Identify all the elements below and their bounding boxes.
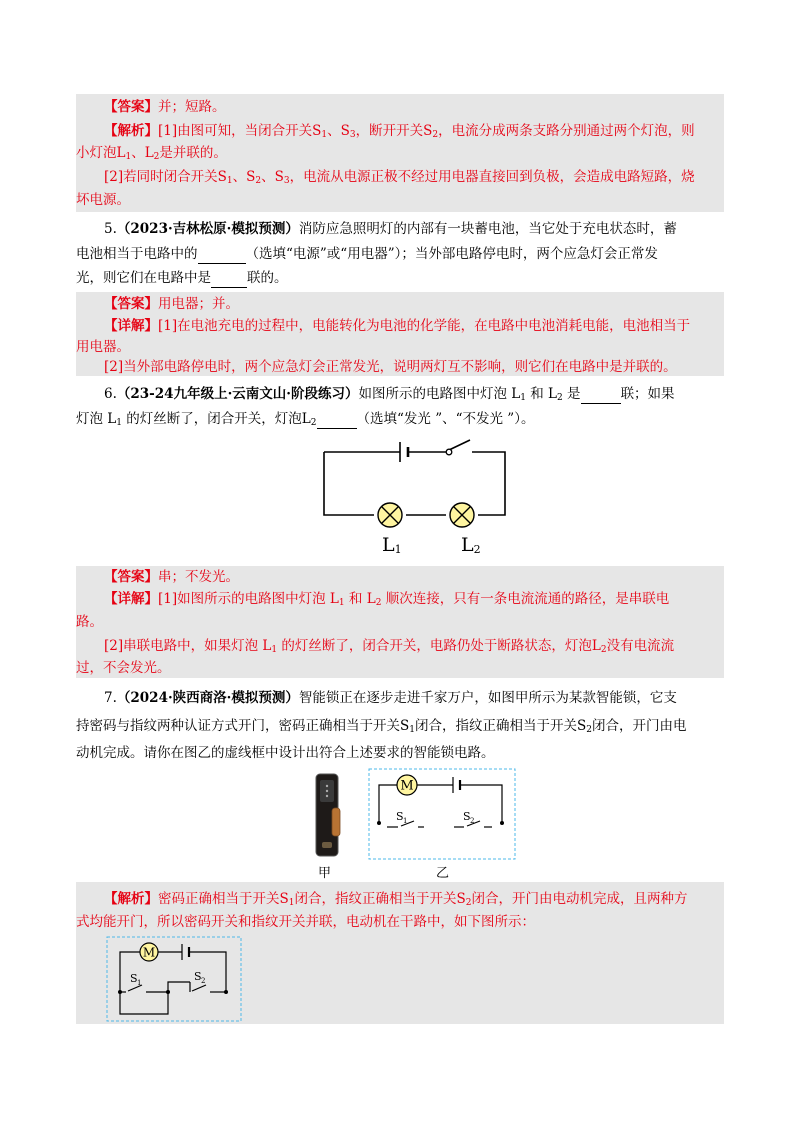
answer-tag: 【答案】 — [104, 99, 158, 115]
q6-line-1: 6.（23-24九年级上·云南文山·阶段练习）如图所示的电路图中灯泡 $L_1$ 和 $L_2$ 是 联；如果 — [104, 386, 675, 403]
question-source: （2024·陕西商洛·模拟预测） — [116, 690, 299, 706]
answer-text: 并；短路。 — [158, 99, 226, 115]
q7-line-2: 持密码与指纹两种认证方式开门，密码正确相当于开关$S_1$闭合，指纹正确相当于开关$S_2$闭合，开门由电 — [76, 718, 687, 735]
q4-analysis-line-4: 坏电源。 — [76, 190, 724, 212]
answer-blank — [198, 245, 246, 264]
question-number: 5. — [104, 221, 117, 237]
svg-text:1: 1 — [137, 979, 142, 987]
lamp-l2-label: $L_2$ — [461, 534, 481, 556]
q5-answer-panel — [76, 292, 724, 376]
figure-a-label: 甲 — [318, 866, 332, 881]
svg-text:2: 2 — [470, 817, 475, 825]
q6-question — [76, 380, 724, 432]
svg-text:S: S — [463, 810, 471, 823]
q6-series-circuit-diagram — [310, 432, 520, 564]
q4-answer-line — [76, 98, 724, 116]
smart-lock-image — [312, 772, 342, 858]
svg-text:M: M — [142, 945, 156, 960]
q6-detail-line-2: 路。 — [76, 614, 103, 630]
lamp-l2-icon — [450, 503, 474, 527]
question-source: （2023·吉林松原·模拟预测） — [116, 221, 299, 237]
answer-blank — [211, 269, 247, 288]
q6-answer-panel — [76, 566, 724, 678]
answer-blank — [317, 410, 357, 429]
q4-analysis-line-1: 【解析】[1]由图可知，当闭合开关$S_1$、$S_3$，断开开关$S_2$，电流分成两条支路分别通过两个灯泡，则 — [104, 123, 695, 140]
figure-b-circuit-diagram — [368, 768, 516, 860]
svg-text:2: 2 — [201, 977, 206, 985]
q4-analysis-line-3: [2]若同时闭合开关$S_1$、$S_2$、$S_3$，电流从电源正极不经过用电器直接回到负极，会造成电路短路，烧 — [104, 169, 695, 186]
q7-analysis-line-1: 【解析】密码正确相当于开关$S_1$闭合，指纹正确相当于开关$S_2$闭合，开门由电动机完成，且两种方 — [104, 891, 688, 908]
detail-tag: 【详解】 — [104, 318, 158, 334]
q5-line-2: 电池相当于电路中的 （选填“电源”或“用电器”）；当外部电路停电时，两个应急灯会正常发 — [76, 246, 658, 262]
q6-line-2: 灯泡 $L_1$ 的灯丝断了，闭合开关，灯泡$L_2$ （选填“发光 ”、“不发光 ”）。 — [76, 411, 535, 428]
q6-detail-line-3: [2]串联电路中，如果灯泡 $L_1$ 的灯丝断了，闭合开关，电路仍处于断路状态，灯泡$L_2$没有电流流 — [104, 638, 675, 655]
svg-text:S: S — [396, 810, 404, 823]
dashed-frame — [369, 769, 515, 859]
svg-text:S: S — [130, 972, 138, 985]
q6-answer-line: 【答案】串；不发光。 — [104, 569, 239, 585]
q7-analysis-line-2: 式均能开门，所以密码开关和指纹开关并联，电动机在干路中，如下图所示： — [76, 914, 535, 930]
q7-line-3: 动机完成。请你在图乙的虚线框中设计出符合上述要求的智能锁电路。 — [76, 745, 495, 761]
dashed-frame — [107, 937, 241, 1021]
figure-b-label: 乙 — [436, 866, 450, 881]
svg-text:S: S — [194, 970, 202, 983]
q5-answer-line: 【答案】用电器；并。 — [104, 296, 239, 312]
question-source: （23-24九年级上·云南文山·阶段练习） — [116, 386, 359, 402]
switch-contact — [446, 449, 452, 455]
svg-text:1: 1 — [403, 817, 408, 825]
q5-line-1: 5.（2023·吉林松原·模拟预测）消防应急照明灯的内部有一块蓄电池，当它处于充电状态时，蓄 — [104, 221, 677, 237]
svg-text:M: M — [400, 778, 414, 794]
answer-circuit-diagram — [106, 936, 242, 1022]
answer-blank — [581, 385, 621, 404]
q5-detail-line-3: [2]当外部电路停电时，两个应急灯会正常发光，说明两灯互不影响，则它们在电路中是并联的。 — [104, 359, 677, 375]
q5-detail-line-2: 用电器。 — [76, 339, 130, 355]
lamp-l1-icon — [378, 503, 402, 527]
q7-analysis-panel — [76, 882, 724, 1024]
q6-detail-line-1: 【详解】[1]如图所示的电路图中灯泡 $L_1$ 和 $L_2$ 顺次连接，只有一条电流流通的路径，是串联电 — [104, 591, 670, 608]
q5-detail-line-1: 【详解】[1]在电池充电的过程中，电能转化为电池的化学能，在电路中电池消耗电能，电池相当于 — [104, 318, 691, 334]
q7-question — [76, 680, 724, 764]
switch-lever — [449, 440, 470, 450]
q5-line-3: 光，则它们在电路中是 联的。 — [76, 270, 288, 286]
q4-answer-panel — [76, 94, 724, 190]
q6-detail-line-4: 过，不会发光。 — [76, 660, 171, 676]
q5-question — [76, 216, 724, 290]
lamp-l1-label: $L_1$ — [382, 534, 402, 556]
analysis-tag: 【解析】 — [104, 123, 158, 139]
q4-analysis-line-2: 小灯泡$L_1$、$L_2$是并联的。 — [76, 145, 227, 162]
q7-line-1: 7.（2024·陕西商洛·模拟预测）智能锁正在逐步走进千家万户，如图甲所示为某款智能锁，它支 — [104, 690, 677, 706]
